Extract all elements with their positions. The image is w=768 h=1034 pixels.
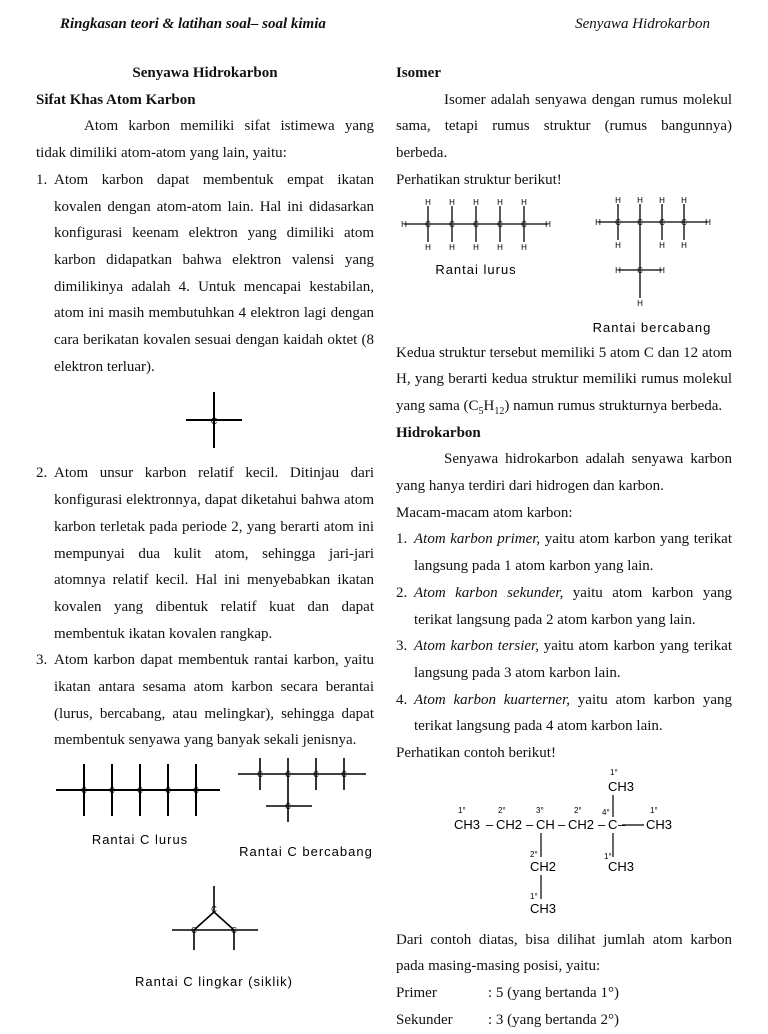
label-branched-pentane: Rantai bercabang xyxy=(592,319,712,335)
carbon-atom: C xyxy=(425,219,431,229)
hydrogen-atom: H xyxy=(521,197,527,207)
carbon-atom: C xyxy=(210,416,218,427)
list-item xyxy=(36,647,374,754)
carbon-types-intro: Macam-macam atom karbon: xyxy=(396,504,573,521)
hydrogen-atom: H xyxy=(615,240,621,250)
list-number: 3. xyxy=(396,638,408,655)
count-label: Sekunder xyxy=(396,1011,453,1028)
group-ch2: CH2 xyxy=(568,816,595,832)
hydrogen-atom: H xyxy=(497,242,503,252)
label-quaternary: 4° xyxy=(602,807,610,817)
list-item xyxy=(36,460,374,647)
label-secondary: 2° xyxy=(574,805,582,815)
group-ch2: CH2 xyxy=(530,858,557,874)
dash: – xyxy=(598,816,606,832)
dash: – xyxy=(558,816,566,832)
group-ch3: CH3 xyxy=(530,900,557,916)
branched-chain-atoms xyxy=(257,770,347,811)
list-term: Atom karbon kuarterner, xyxy=(414,691,570,708)
dash: – xyxy=(526,816,534,832)
carbon-atom: C xyxy=(615,217,621,227)
label-cyclic-chain: Rantai C lingkar (siklik) xyxy=(135,974,293,990)
group-ch3: CH3 xyxy=(646,816,673,832)
carbon-tetravalent-svg xyxy=(36,380,374,460)
list-text: yaitu atom karbon yang terikat langsung pada 2 atom karbon yang lain. xyxy=(414,584,732,628)
hidrokarbon-heading: Hidrokarbon xyxy=(396,424,481,441)
carbon-atom: C xyxy=(473,219,479,229)
group-ch: CH xyxy=(536,816,555,832)
carbon-atom: C xyxy=(109,786,115,796)
hydrogen-atom: H xyxy=(595,217,601,227)
count-row xyxy=(396,980,732,1007)
carbon-atom: C xyxy=(637,217,643,227)
count-row xyxy=(396,1007,732,1034)
label-primary: 1° xyxy=(610,767,618,777)
isomer-conclusion xyxy=(396,340,732,420)
label-primary: 1° xyxy=(458,805,466,815)
hydrogen-atom: H xyxy=(425,242,431,252)
carbon-atom: C xyxy=(165,786,171,796)
dash: – xyxy=(618,816,626,832)
list-term: Atom karbon primer, xyxy=(414,531,541,548)
group-ch3: CH3 xyxy=(608,858,635,874)
group-c: C xyxy=(608,816,618,832)
molecule-svg xyxy=(396,767,732,927)
carbon-atom: C xyxy=(285,770,291,780)
label-primary: 1° xyxy=(604,851,612,861)
list-number: 2. xyxy=(36,465,48,482)
label-straight-chain: Rantai C lurus xyxy=(91,832,189,848)
hydrogen-atom: H xyxy=(705,217,711,227)
conclusion-text: ) namun rumus strukturnya berbeda. xyxy=(504,397,723,414)
hydrogen-atom: H xyxy=(681,195,687,205)
subscript: 5 xyxy=(478,405,484,417)
section-heading: Sifat Khas Atom Karbon xyxy=(36,91,196,108)
hydrogen-atom: H xyxy=(637,195,643,205)
list-text: Atom karbon dapat membentuk empat ikatan kovalen dengan atom-atom lain. Hal ini didasarkan konfigurasi keenam elektron yang dimiliki atom karbon didapatkan bahwa elektron valensi yang dimilikinya adalah 4. Untuk mencapai kestabilan, atom ini masih membutuhkan 4 elektron lagi dengan cara berikatan kovalen sesuai dengan kaidah oktet (8 elektron terluar). xyxy=(54,171,374,375)
isomer-svg xyxy=(396,194,732,340)
header-right: Senyawa Hidrokarbon xyxy=(575,16,710,32)
intro-paragraph: Atom karbon memiliki sifat istimewa yang tidak dimiliki atom-atom yang lain, yaitu: xyxy=(36,118,374,162)
carbon-atom: C xyxy=(257,770,263,780)
list-term: Atom karbon sekunder, xyxy=(414,584,564,601)
label-primary: 1° xyxy=(650,805,658,815)
carbon-atom: C xyxy=(81,786,87,796)
hydrogen-atom: H xyxy=(473,197,479,207)
conclusion-text: H xyxy=(483,397,495,414)
molecule-bonds xyxy=(541,795,644,899)
isomer-heading: Isomer xyxy=(396,65,441,81)
right-column xyxy=(396,60,732,1034)
carbon-atom: C xyxy=(313,770,319,780)
list-number: 3. xyxy=(36,652,48,669)
list-item xyxy=(396,580,732,633)
hydrogen-atom: H xyxy=(425,197,431,207)
list-text: yaitu atom karbon yang terikat langsung pada 4 atom karbon lain. xyxy=(414,691,732,735)
list-number: 1. xyxy=(36,171,48,188)
dash: – xyxy=(486,816,494,832)
carbon-atom: C xyxy=(521,219,527,229)
group-ch3: CH3 xyxy=(454,816,481,832)
cyclic-chain xyxy=(172,886,258,950)
label-secondary: 2° xyxy=(530,849,538,859)
list-number: 2. xyxy=(396,584,408,601)
hydrogen-atom: H xyxy=(659,195,665,205)
list-item xyxy=(36,167,374,381)
carbon-chain-figures xyxy=(36,754,374,1014)
label-branched-chain: Rantai C bercabang xyxy=(239,844,373,860)
count-value: : 3 (yang bertanda 2°) xyxy=(488,1011,619,1028)
hydrogen-atom: H xyxy=(659,240,665,250)
chain-figures-svg xyxy=(36,754,374,1014)
list-item xyxy=(396,687,732,740)
hydrogen-atom: H xyxy=(545,219,551,229)
label-primary: 1° xyxy=(530,891,538,901)
left-column xyxy=(36,60,374,1014)
subscript: 12 xyxy=(494,405,505,417)
label-secondary: 2° xyxy=(498,805,506,815)
group-ch2: CH2 xyxy=(496,816,523,832)
carbon-atom: C xyxy=(137,786,143,796)
example-prompt: Perhatikan contoh berikut! xyxy=(396,745,556,762)
list-number: 1. xyxy=(396,531,408,548)
carbon-tetravalent-figure xyxy=(36,380,374,460)
isomer-prompt: Perhatikan struktur berikut! xyxy=(396,171,562,188)
isomer-definition: Isomer adalah senyawa dengan rumus molekul sama, tetapi rumus struktur (rumus bangunnya) berbeda. xyxy=(396,91,732,162)
carbon-atom: C xyxy=(191,926,197,936)
hydrogen-atom: H xyxy=(615,195,621,205)
example-explanation: Dari contoh diatas, bisa dilihat jumlah atom karbon pada masing-masing posisi, yaitu: xyxy=(396,931,732,975)
carbon-atom: C xyxy=(211,905,217,915)
list-text: yaitu atom karbon yang terikat langsung pada 3 atom karbon lain. xyxy=(414,638,732,681)
list-item xyxy=(396,633,732,686)
hydrogen-atom: H xyxy=(521,242,527,252)
hydrogen-atom: H xyxy=(659,265,665,275)
page-title: Senyawa Hidrokarbon xyxy=(132,65,278,81)
hydrogen-atom: H xyxy=(637,298,643,308)
list-item xyxy=(396,526,732,579)
hydrogen-atom: H xyxy=(497,197,503,207)
carbon-atom: C xyxy=(497,219,503,229)
straight-pentane-atoms xyxy=(401,198,551,252)
carbon-atom: C xyxy=(193,786,199,796)
hydrogen-atom: H xyxy=(615,265,621,275)
label-straight-pentane: Rantai lurus xyxy=(435,261,517,277)
carbon-atom: C xyxy=(449,219,455,229)
hydrogen-atom: H xyxy=(681,240,687,250)
hidrokarbon-definition: Senyawa hidrokarbon adalah senyawa karbon yang hanya terdiri dari hidrogen dan karbon. xyxy=(396,451,732,495)
list-text: Atom unsur karbon relatif kecil. Ditinjau dari konfigurasi elektronnya, dapat diketahui bahwa atom karbon terletak pada periode 2, yang berarti atom ini mempunyai dua kulit atom, sehingga jari-jari atomnya relatif kecil. Hal ini menyebabkan ikatan kovalen yang dibentuk relatif kuat dan dapat membentuk ikatan kovalen rangkap. xyxy=(54,465,374,642)
hydrogen-atom: H xyxy=(449,197,455,207)
carbon-atom: C xyxy=(285,802,291,812)
carbon-atom: C xyxy=(681,217,687,227)
list-term: Atom karbon tersier, xyxy=(414,638,539,655)
molecule-main-chain xyxy=(454,779,672,916)
hydrogen-atom: H xyxy=(449,242,455,252)
branched-pentane-atoms xyxy=(595,196,711,308)
hydrogen-atom: H xyxy=(401,219,407,229)
count-label: Primer xyxy=(396,985,437,1002)
label-tertiary: 3° xyxy=(536,805,544,815)
isomer-figures xyxy=(396,194,732,340)
branched-chain xyxy=(238,758,366,822)
list-text: Atom karbon dapat membentuk rantai karbon, yaitu ikatan antara sesama atom karbon secara berantai (lurus, bercabang, atau melingkar), sehingga dapat membentuk senyawa yang banyak sekali jenisnya. xyxy=(54,652,374,749)
carbon-atom: C xyxy=(341,770,347,780)
hydrogen-atom: H xyxy=(473,242,479,252)
count-value: : 5 (yang bertanda 1°) xyxy=(488,985,619,1002)
carbon-atom: C xyxy=(231,926,237,936)
group-ch3: CH3 xyxy=(608,778,635,794)
example-molecule xyxy=(396,767,732,927)
conclusion-text: Kedua struktur tersebut memiliki 5 atom C dan 12 atom H, yang berarti kedua struktur memiliki rumus molekul yang sama (C xyxy=(396,344,732,414)
header-left: Ringkasan teori & latihan soal– soal kimia xyxy=(60,16,326,32)
list-text: yaitu atom karbon yang terikat langsung pada 1 atom karbon yang lain. xyxy=(414,531,733,575)
carbon-atom: C xyxy=(637,265,643,275)
list-number: 4. xyxy=(396,691,408,708)
carbon-atom: C xyxy=(659,217,665,227)
